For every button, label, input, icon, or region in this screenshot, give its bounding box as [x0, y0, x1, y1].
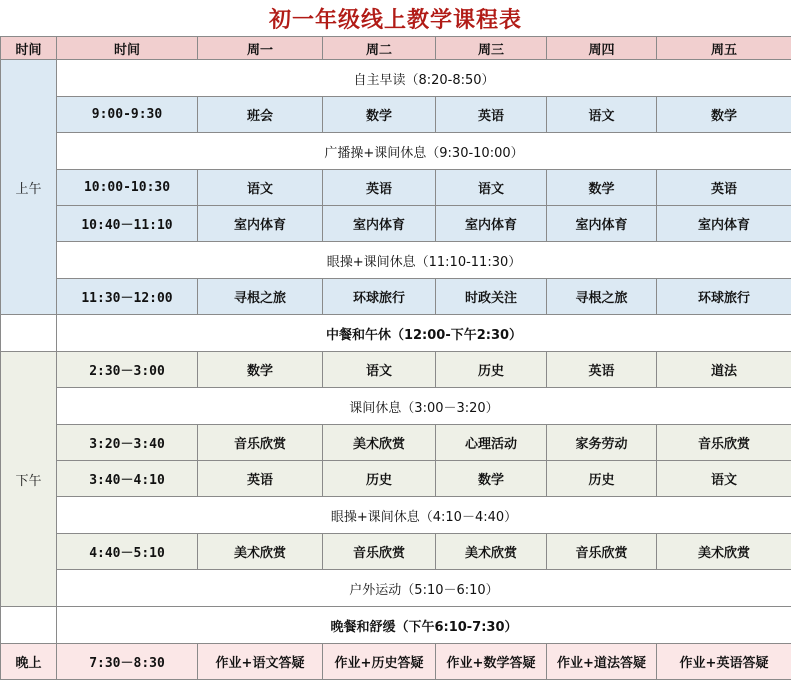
subject-cell: 英语 [547, 352, 657, 388]
time-cell: 2:30－3:00 [57, 352, 198, 388]
time-cell: 11:30－12:00 [57, 279, 198, 315]
pm-outdoor: 户外运动（5:10－6:10） [57, 570, 791, 607]
subject-cell: 英语 [323, 170, 436, 206]
pm-break-row [1, 388, 791, 425]
table-row [1, 534, 791, 570]
pm-outdoor-row [1, 570, 791, 607]
time-cell: 4:40－5:10 [57, 534, 198, 570]
time-cell: 7:30－8:30 [57, 644, 198, 680]
subject-cell: 语文 [547, 97, 657, 133]
dinner-row [1, 607, 791, 644]
dinner-label: 晚餐和舒缓（下午6:10-7:30） [57, 607, 791, 644]
subject-cell: 语文 [323, 352, 436, 388]
subject-cell: 英语 [198, 461, 323, 497]
subject-cell: 数学 [547, 170, 657, 206]
lunch-row [1, 315, 791, 352]
header-thu: 周四 [547, 37, 657, 60]
subject-cell: 班会 [198, 97, 323, 133]
subject-cell: 数学 [198, 352, 323, 388]
timetable [0, 36, 791, 680]
table-row [1, 170, 791, 206]
pm-eye-break-row [1, 497, 791, 534]
subject-cell: 音乐欣赏 [198, 425, 323, 461]
subject-cell: 美术欣赏 [198, 534, 323, 570]
subject-cell: 室内体育 [547, 206, 657, 242]
time-cell: 10:00-10:30 [57, 170, 198, 206]
subject-cell: 历史 [547, 461, 657, 497]
subject-cell: 音乐欣赏 [323, 534, 436, 570]
subject-cell: 作业+语文答疑 [198, 644, 323, 680]
header-tue: 周二 [323, 37, 436, 60]
subject-cell: 数学 [657, 97, 791, 133]
am-eye-break-row [1, 242, 791, 279]
subject-cell: 道法 [657, 352, 791, 388]
header-time: 时间 [57, 37, 198, 60]
subject-cell: 室内体育 [198, 206, 323, 242]
period-gap [1, 607, 57, 644]
subject-cell: 英语 [436, 97, 547, 133]
header-wed: 周三 [436, 37, 547, 60]
period-eve-label: 晚上 [1, 644, 57, 680]
subject-cell: 美术欣赏 [657, 534, 791, 570]
subject-cell: 寻根之旅 [547, 279, 657, 315]
am-reading: 自主早读（8:20-8:50） [57, 60, 791, 97]
subject-cell: 语文 [657, 461, 791, 497]
table-row [1, 97, 791, 133]
subject-cell: 寻根之旅 [198, 279, 323, 315]
am-exercise: 广播操+课间休息（9:30-10:00） [57, 133, 791, 170]
subject-cell: 音乐欣赏 [547, 534, 657, 570]
am-exercise-row [1, 133, 791, 170]
subject-cell: 心理活动 [436, 425, 547, 461]
header-fri: 周五 [657, 37, 791, 60]
table-row [1, 279, 791, 315]
subject-cell: 语文 [436, 170, 547, 206]
subject-cell: 室内体育 [323, 206, 436, 242]
subject-cell: 历史 [436, 352, 547, 388]
lunch-label: 中餐和午休（12:00-下午2:30） [57, 315, 791, 352]
time-cell: 10:40－11:10 [57, 206, 198, 242]
time-cell: 9:00-9:30 [57, 97, 198, 133]
table-row [1, 644, 791, 680]
period-gap [1, 315, 57, 352]
subject-cell: 室内体育 [436, 206, 547, 242]
am-reading-row [1, 60, 791, 97]
subject-cell: 作业+历史答疑 [323, 644, 436, 680]
table-row [1, 425, 791, 461]
table-row [1, 206, 791, 242]
time-cell: 3:40－4:10 [57, 461, 198, 497]
subject-cell: 音乐欣赏 [657, 425, 791, 461]
period-am-label: 上午 [1, 60, 57, 315]
subject-cell: 家务劳动 [547, 425, 657, 461]
am-eye-break: 眼操+课间休息（11:10-11:30） [57, 242, 791, 279]
subject-cell: 时政关注 [436, 279, 547, 315]
subject-cell: 作业+道法答疑 [547, 644, 657, 680]
period-pm-label: 下午 [1, 352, 57, 607]
table-row [1, 352, 791, 388]
subject-cell: 历史 [323, 461, 436, 497]
pm-break: 课间休息（3:00－3:20） [57, 388, 791, 425]
subject-cell: 作业+英语答疑 [657, 644, 791, 680]
subject-cell: 英语 [657, 170, 791, 206]
subject-cell: 环球旅行 [323, 279, 436, 315]
subject-cell: 室内体育 [657, 206, 791, 242]
subject-cell: 美术欣赏 [436, 534, 547, 570]
subject-cell: 数学 [436, 461, 547, 497]
time-cell: 3:20－3:40 [57, 425, 198, 461]
subject-cell: 环球旅行 [657, 279, 791, 315]
pm-eye-break: 眼操+课间休息（4:10－4:40） [57, 497, 791, 534]
subject-cell: 数学 [323, 97, 436, 133]
table-row [1, 461, 791, 497]
header-period: 时间 [1, 37, 57, 60]
page-title: 初一年级线上教学课程表 [268, 6, 522, 33]
subject-cell: 语文 [198, 170, 323, 206]
subject-cell: 美术欣赏 [323, 425, 436, 461]
header-mon: 周一 [198, 37, 323, 60]
header-row [1, 37, 791, 60]
subject-cell: 作业+数学答疑 [436, 644, 547, 680]
